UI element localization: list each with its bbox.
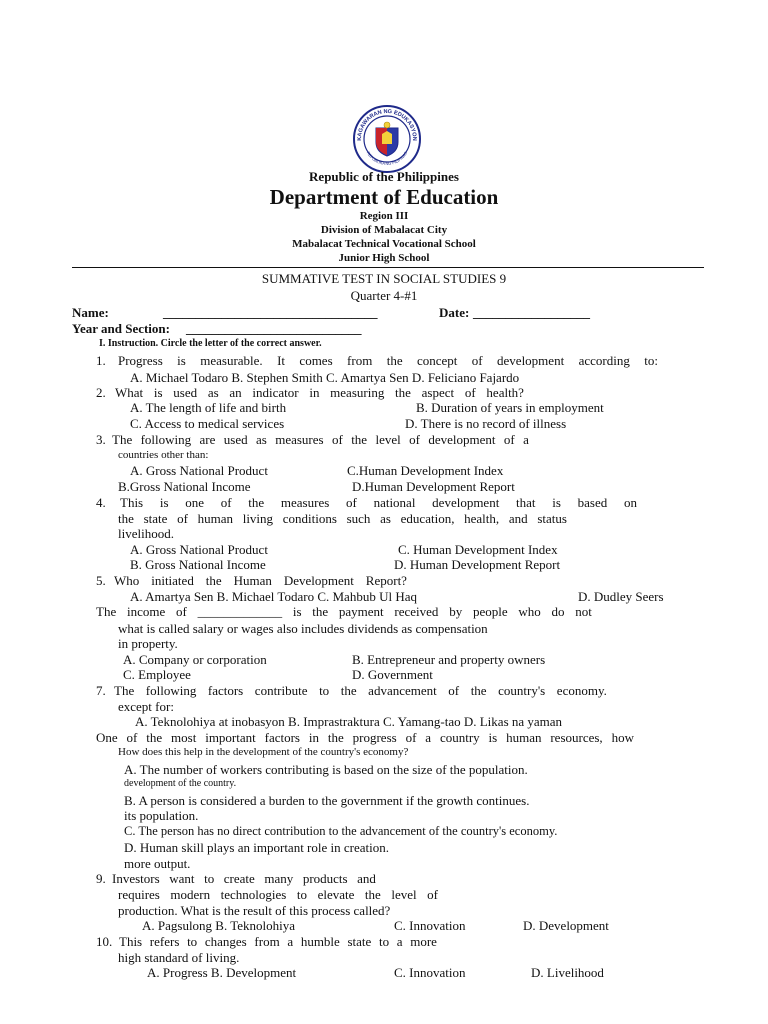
q4-stem: This is one of the measures of national development that is based on [120,495,637,510]
q6-option-b: B. Entrepreneur and property owners [352,652,546,667]
q8-line2: How does this help in the development of the country's economy? [118,746,409,758]
q3-stem: The following are used as measures of the level of development of a [112,432,529,447]
q10-line2: high standard of living. [118,950,240,965]
q2-option-d: D. There is no record of illness [405,416,567,431]
q4-line2: the state of human living conditions such as education, health, and status [118,511,567,526]
q7-options: A. Teknolohiya at inobasyon B. Imprastraktura C. Yamang-tao D. Likas na yaman [135,714,563,729]
q2-stem: What is used as an indicator in measuring the aspect of health? [115,385,524,400]
q8-option-a-cont: development of the country. [124,778,237,789]
seal-text-top: KAGAWARAN NG EDUKASYON [356,108,418,141]
q2-option-a: A. The length of life and birth [130,400,287,415]
q8-option-c: C. The person has no direct contribution to the advancement of the country's economy. [124,824,558,838]
q7-number: 7. [96,683,106,698]
q10-options-ab: A. Progress B. Development [147,965,297,980]
q4-option-d: D. Human Development Report [394,557,561,572]
date-blank[interactable]: __________________ [473,305,590,320]
q9-options-ab: A. Pagsulong B. Teknolohiya [142,918,296,933]
q2-option-b: B. Duration of years in employment [416,400,604,415]
q4-option-b: B. Gross National Income [130,557,266,572]
q5-option-d: D. Dudley Seers [578,589,664,604]
q6-option-a: A. Company or corporation [123,652,267,667]
q2-number: 2. [96,385,106,400]
q3-option-c: C.Human Development Index [347,463,504,478]
q4-option-a: A. Gross National Product [130,542,268,557]
q5-stem: Who initiated the Human Development Report? [114,573,407,588]
q8-option-b: B. A person is considered a burden to the government if the growth continues. [124,793,530,808]
year-section-label: Year and Section: [72,321,170,336]
republic-line: Republic of the Philippines [309,169,459,184]
name-blank[interactable]: _________________________________ [163,305,378,320]
q3-option-b: B.Gross National Income [118,479,251,494]
deped-seal [352,104,422,174]
q10-option-c: C. Innovation [394,965,466,980]
q6-option-d: D. Government [352,667,433,682]
q9-number: 9. [96,871,106,886]
q3-number: 3. [96,432,106,447]
q6-option-c: C. Employee [123,667,191,682]
region-line: Region III [359,210,409,222]
q8-option-b-cont: its population. [124,808,199,823]
q9-line3: production. What is the result of this process called? [118,903,391,918]
q7-stem: The following factors contribute to the advancement of the country's economy. [114,683,607,698]
q4-number: 4. [96,495,106,510]
q5-options-abc: A. Amartya Sen B. Michael Todaro C. Mahbub Ul Haq [130,589,417,604]
quarter-line: Quarter 4-#1 [350,288,418,303]
q9-line2: requires modern technologies to elevate the level of [118,887,438,902]
q9-stem: Investors want to create many products and [112,871,376,886]
school-line: Mabalacat Technical Vocational School [292,238,476,250]
q8-stem: One of the most important factors in the progress of a country is human resources, how [96,730,634,745]
q5-number: 5. [96,573,106,588]
instruction: I. Instruction. Circle the letter of the correct answer. [99,338,322,349]
q4-line3: livelihood. [118,526,174,541]
q10-option-d: D. Livelihood [531,965,604,980]
q7-line2: except for: [118,699,174,714]
q1-number: 1. [96,353,106,368]
header-divider [72,267,704,268]
q2-option-c: C. Access to medical services [130,416,285,431]
q1-options: A. Michael Todaro B. Stephen Smith C. Amartya Sen D. Feliciano Fajardo [130,370,520,385]
q9-option-c: C. Innovation [394,918,466,933]
q3-line2: countries other than: [118,449,209,461]
q6-stem: The income of _____________ is the payment received by people who do not [96,604,592,619]
division-line: Division of Mabalacat City [320,224,448,236]
q3-option-a: A. Gross National Product [130,463,268,478]
name-label: Name: [72,305,109,320]
seal-text-bottom: REPUBLIKA NG PILIPINAS [365,150,409,167]
q3-option-d: D.Human Development Report [352,479,515,494]
q10-number: 10. [96,934,113,949]
q8-option-d-cont: more output. [124,856,191,871]
q6-line3: in property. [118,636,178,651]
test-title: SUMMATIVE TEST IN SOCIAL STUDIES 9 [261,271,507,286]
q6-line2: what is called salary or wages also includes dividends as compensation [118,621,488,636]
q8-option-a: A. The number of workers contributing is based on the size of the population. [124,762,528,777]
year-section-blank[interactable]: ___________________________ [186,321,362,336]
q4-option-c: C. Human Development Index [398,542,558,557]
q8-option-d: D. Human skill plays an important role in creation. [124,840,389,855]
date-label: Date: [439,305,470,320]
department-title: Department of Education [269,185,499,209]
level-line: Junior High School [338,252,430,264]
q10-stem: This refers to changes from a humble state to a more [119,934,437,949]
q1-stem: Progress is measurable. It comes from the concept of development according to: [118,353,658,368]
q9-option-d: D. Development [523,918,609,933]
